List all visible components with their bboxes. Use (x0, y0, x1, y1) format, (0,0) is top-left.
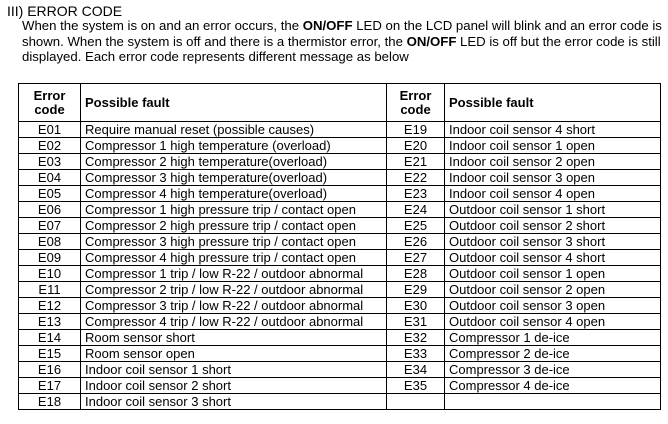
error-code-cell: E10 (19, 266, 81, 282)
section-heading: III) ERROR CODE (7, 3, 123, 19)
fault-cell: Compressor 4 trip / low R-22 / outdoor abnormal (81, 314, 387, 330)
table-row (19, 346, 661, 362)
error-code-cell: E24 (387, 202, 445, 218)
header-code-line2: code (34, 101, 65, 117)
fault-cell: Indoor coil sensor 4 open (445, 186, 661, 202)
error-code-cell: E04 (19, 170, 81, 186)
fault-cell (445, 394, 661, 410)
error-code-cell: E02 (19, 138, 81, 154)
error-code-cell: E20 (387, 138, 445, 154)
error-code-cell: E09 (19, 250, 81, 266)
fault-cell: Compressor 2 de-ice (445, 346, 661, 362)
error-code-cell: E34 (387, 362, 445, 378)
intro-text-3: LED is off but the error code is still displayed. Each error code represents different message as below (22, 33, 661, 65)
header-code-line2: code (400, 101, 431, 117)
error-code-table (18, 83, 661, 410)
intro-paragraph (22, 18, 662, 65)
fault-cell: Indoor coil sensor 2 short (81, 378, 387, 394)
error-code-cell: E01 (19, 122, 81, 138)
error-code-cell: E22 (387, 170, 445, 186)
error-code-cell: E26 (387, 234, 445, 250)
fault-cell: Compressor 2 high temperature(overload) (81, 154, 387, 170)
fault-cell: Compressor 1 high pressure trip / contact open (81, 202, 387, 218)
fault-cell: Compressor 1 de-ice (445, 330, 661, 346)
header-code-line1: Error (399, 87, 432, 103)
table-row (19, 394, 661, 410)
fault-cell: Compressor 1 high temperature (overload) (81, 138, 387, 154)
error-code-cell: E29 (387, 282, 445, 298)
fault-cell: Compressor 2 high pressure trip / contact open (81, 218, 387, 234)
fault-cell: Indoor coil sensor 4 short (445, 122, 661, 138)
fault-cell: Compressor 1 trip / low R-22 / outdoor abnormal (81, 266, 387, 282)
fault-cell: Indoor coil sensor 3 open (445, 170, 661, 186)
error-code-cell: E19 (387, 122, 445, 138)
table-row (19, 170, 661, 186)
fault-cell: Outdoor coil sensor 3 open (445, 298, 661, 314)
error-code-cell: E35 (387, 378, 445, 394)
fault-cell: Outdoor coil sensor 1 short (445, 202, 661, 218)
header-error-code-right (387, 84, 445, 122)
error-code-cell: E03 (19, 154, 81, 170)
table-row (19, 218, 661, 234)
error-code-cell (387, 394, 445, 410)
error-code-cell: E14 (19, 330, 81, 346)
fault-cell: Compressor 3 trip / low R-22 / outdoor abnormal (81, 298, 387, 314)
intro-bold-onoff-1: ON/OFF (302, 18, 353, 33)
error-code-cell: E32 (387, 330, 445, 346)
header-code-line1: Error (33, 87, 66, 103)
intro-text-1: When the system is on and an error occurs, the (22, 18, 303, 33)
table-row (19, 266, 661, 282)
table-row (19, 250, 661, 266)
table-row (19, 298, 661, 314)
table-row (19, 314, 661, 330)
error-code-cell: E30 (387, 298, 445, 314)
error-code-cell: E13 (19, 314, 81, 330)
fault-cell: Compressor 2 trip / low R-22 / outdoor abnormal (81, 282, 387, 298)
table-header-row (19, 84, 661, 122)
header-error-code-left (19, 84, 81, 122)
table-row (19, 122, 661, 138)
fault-cell: Room sensor short (81, 330, 387, 346)
fault-cell: Compressor 3 high pressure trip / contact open (81, 234, 387, 250)
error-code-cell: E27 (387, 250, 445, 266)
table-row (19, 330, 661, 346)
fault-cell: Compressor 3 high temperature(overload) (81, 170, 387, 186)
table-row (19, 202, 661, 218)
error-code-cell: E15 (19, 346, 81, 362)
fault-cell: Compressor 3 de-ice (445, 362, 661, 378)
fault-cell: Require manual reset (possible causes) (81, 122, 387, 138)
header-possible-fault-left: Possible fault (81, 84, 387, 122)
error-code-cell: E16 (19, 362, 81, 378)
table-body (19, 122, 661, 410)
fault-cell: Indoor coil sensor 2 open (445, 154, 661, 170)
table-row (19, 362, 661, 378)
fault-cell: Outdoor coil sensor 4 short (445, 250, 661, 266)
error-code-cell: E31 (387, 314, 445, 330)
error-code-cell: E12 (19, 298, 81, 314)
table-row (19, 154, 661, 170)
fault-cell: Indoor coil sensor 3 short (81, 394, 387, 410)
table-row (19, 234, 661, 250)
intro-bold-onoff-2: ON/OFF (406, 33, 457, 49)
table-row (19, 378, 661, 394)
fault-cell: Outdoor coil sensor 2 short (445, 218, 661, 234)
error-code-cell: E21 (387, 154, 445, 170)
error-code-cell: E18 (19, 394, 81, 410)
fault-cell: Compressor 4 de-ice (445, 378, 661, 394)
error-code-cell: E05 (19, 186, 81, 202)
fault-cell: Compressor 4 high temperature(overload) (81, 186, 387, 202)
fault-cell: Outdoor coil sensor 1 open (445, 266, 661, 282)
error-code-cell: E07 (19, 218, 81, 234)
error-code-cell: E23 (387, 186, 445, 202)
fault-cell: Room sensor open (81, 346, 387, 362)
fault-cell: Outdoor coil sensor 4 open (445, 314, 661, 330)
table-row (19, 282, 661, 298)
fault-cell: Indoor coil sensor 1 short (81, 362, 387, 378)
table-row (19, 138, 661, 154)
intro-text-2: LED on the LCD panel will blink and an error code is shown. When the system is off and there is a thermistor error, the (22, 18, 662, 49)
error-code-cell: E33 (387, 346, 445, 362)
error-code-cell: E28 (387, 266, 445, 282)
error-code-cell: E08 (19, 234, 81, 250)
error-code-cell: E25 (387, 218, 445, 234)
error-code-cell: E06 (19, 202, 81, 218)
fault-cell: Compressor 4 high pressure trip / contact open (81, 250, 387, 266)
table-row (19, 186, 661, 202)
error-code-cell: E17 (19, 378, 81, 394)
fault-cell: Outdoor coil sensor 3 short (445, 234, 661, 250)
fault-cell: Indoor coil sensor 1 open (445, 138, 661, 154)
fault-cell: Outdoor coil sensor 2 open (445, 282, 661, 298)
error-code-cell: E11 (19, 282, 81, 298)
header-possible-fault-right: Possible fault (445, 84, 661, 122)
